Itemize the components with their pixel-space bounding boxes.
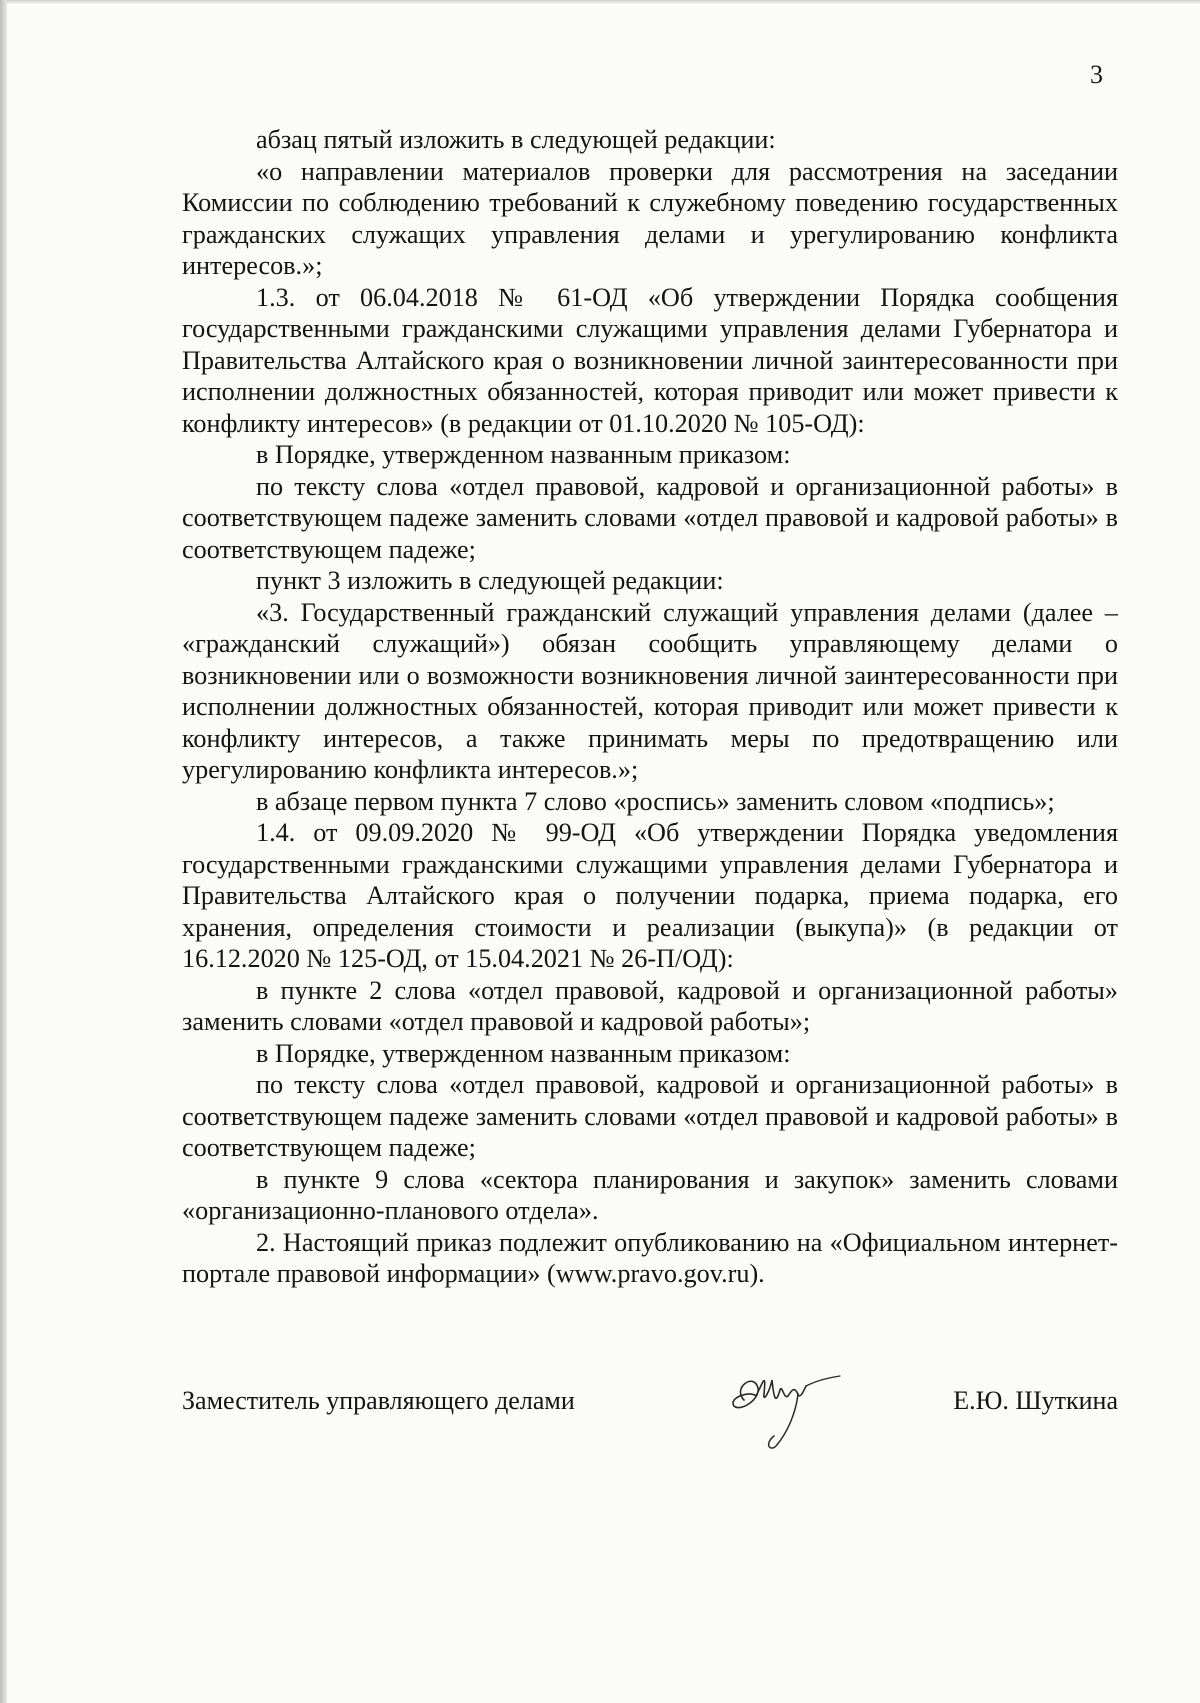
paragraph: 1.3. от 06.04.2018 № 61-ОД «Об утверждении Порядка сообщения государственными гражданскими служащими управления делами Губернатора и Правительства Алтайского края о возникновении личной заинтересованности при исполнении должностных обязанностей, которая приводит или может привести к конфликту интересов» (в редакции от 01.10.2020 № 105-ОД): [182,282,1118,438]
paragraph: по тексту слова «отдел правовой, кадровой и организационной работы» в соответствующем падеже заменить словами «отдел правовой и кадровой работы» в соответствующем падеже; [182,471,1118,564]
paragraph: 2. Настоящий приказ подлежит опубликованию на «Официальном интернет-портале правовой информации» (www.pravo.gov.ru). [182,1227,1118,1288]
paragraph: в абзаце первом пункта 7 слово «роспись» заменить словом «подпись»; [256,786,1055,816]
scan-edge-top [0,0,1200,4]
scan-edge-left [0,0,7,1703]
paragraph: в Порядке, утвержденном названным приказом: [256,440,791,469]
paragraph: пункт 3 изложить в следующей редакции: [256,566,724,595]
paragraph: «3. Государственный гражданский служащий управления делами (далее – «гражданский служащий») обязан сообщить управляющему делами о возникновении или о возможности возникновения личной заинтересованности при исполнении должностных обязанностей, которая приводит или может привести к конфликту интересов, а также принимать меры по предотвращению или урегулированию конфликта интересов.»; [182,597,1118,784]
document-body [182,124,1118,1290]
paragraph: 1.4. от 09.09.2020 № 99-ОД «Об утверждении Порядка уведомления государственными гражданскими служащими управления делами Губернатора и Правительства Алтайского края о получении подарка, приема подарка, его хранения, определения стоимости и реализации (выкупа)» (в редакции от 16.12.2020 № 125-ОД, от 15.04.2021 № 26-П/ОД): [182,818,1118,973]
paragraph: по тексту слова «отдел правовой, кадровой и организационной работы» в соответствующем падеже заменить словами «отдел правовой и кадровой работы» в соответствующем падеже; [182,1070,1118,1162]
page-number: 3 [1090,60,1103,89]
signatory-position: Заместитель управляющего делами [182,1386,575,1415]
signatory-name: Е.Ю. Шуткина [953,1386,1118,1415]
paragraph: в Порядке, утвержденном названным приказом: [256,1038,791,1068]
paragraph: «о направлении материалов проверки для рассмотрения на заседании Комиссии по соблюдению требований к служебному поведению государственных гражданских служащих управления делами и урегулированию конфликта интересов.»; [182,156,1118,280]
paragraph: в пункте 2 слова «отдел правовой, кадровой и организационной работы» заменить словами «отдел правовой и кадровой работы»; [182,975,1118,1036]
handwritten-signature [714,1360,844,1460]
paragraph: абзац пятый изложить в следующей редакции: [256,125,776,154]
paragraph: в пункте 9 слова «сектора планирования и закупок» заменить словами «организационно-планового отдела». [182,1164,1118,1225]
signature-block [182,1386,1118,1466]
